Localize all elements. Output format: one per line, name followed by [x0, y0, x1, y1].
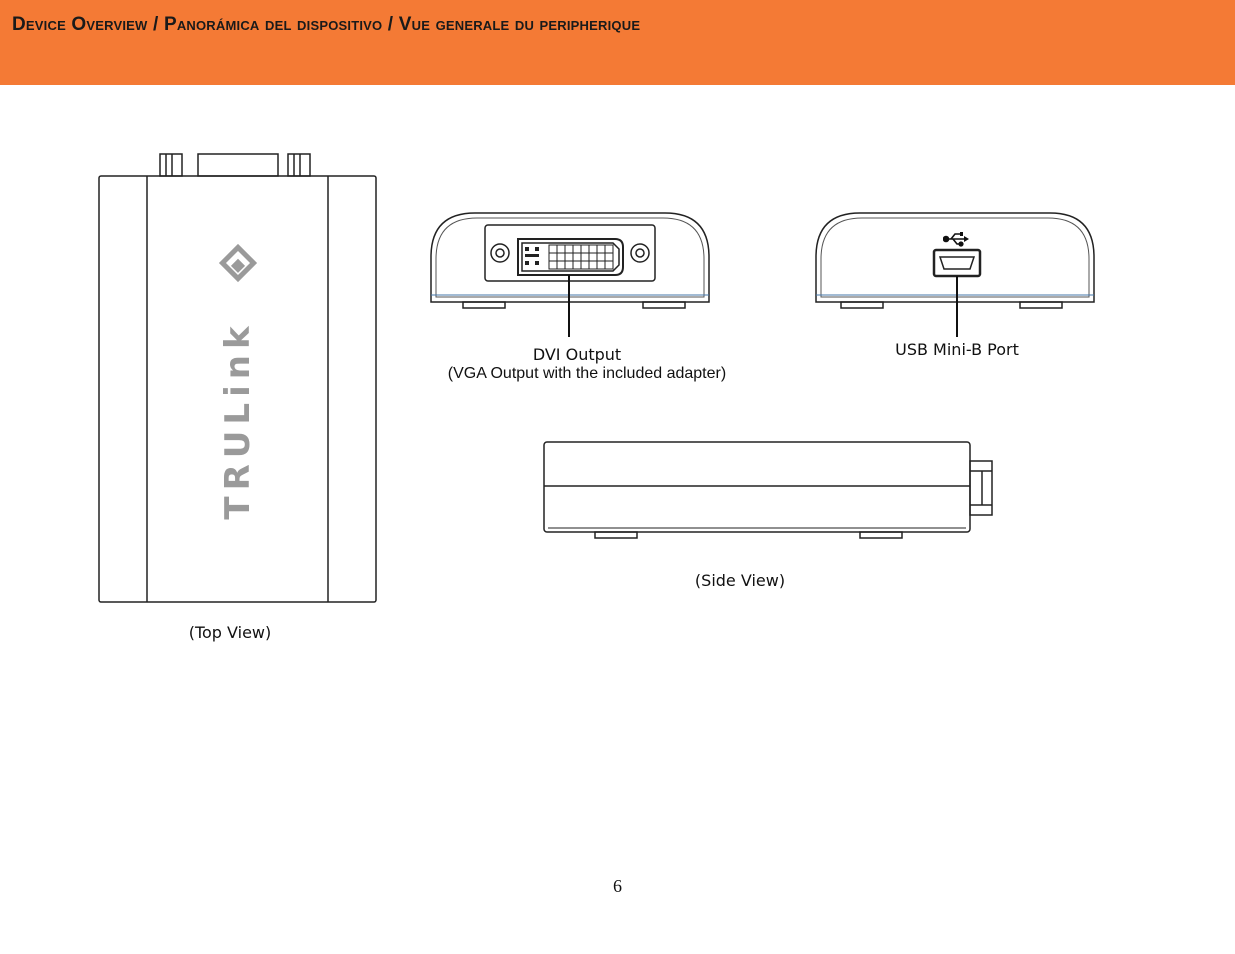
dvi-port-drawing [425, 205, 720, 340]
usb-port-caption: USB Mini-B Port [895, 340, 1019, 359]
top-view-caption: (Top View) [188, 623, 272, 642]
trulink-logo-text: TRULink [218, 320, 258, 520]
usb-icon [943, 231, 969, 247]
dvi-output-caption: DVI Output [532, 345, 622, 364]
side-view-caption: (Side View) [694, 571, 786, 590]
vga-output-caption: (VGA Output with the included adapter) [447, 365, 727, 382]
header-banner [0, 0, 1235, 85]
usb-port-drawing [810, 205, 1105, 340]
page-title: Device Overview / Panorámica del dispositivo / Vue generale du peripherique [12, 14, 641, 35]
page-number: 6 [613, 876, 622, 896]
side-view-drawing [540, 435, 1000, 545]
